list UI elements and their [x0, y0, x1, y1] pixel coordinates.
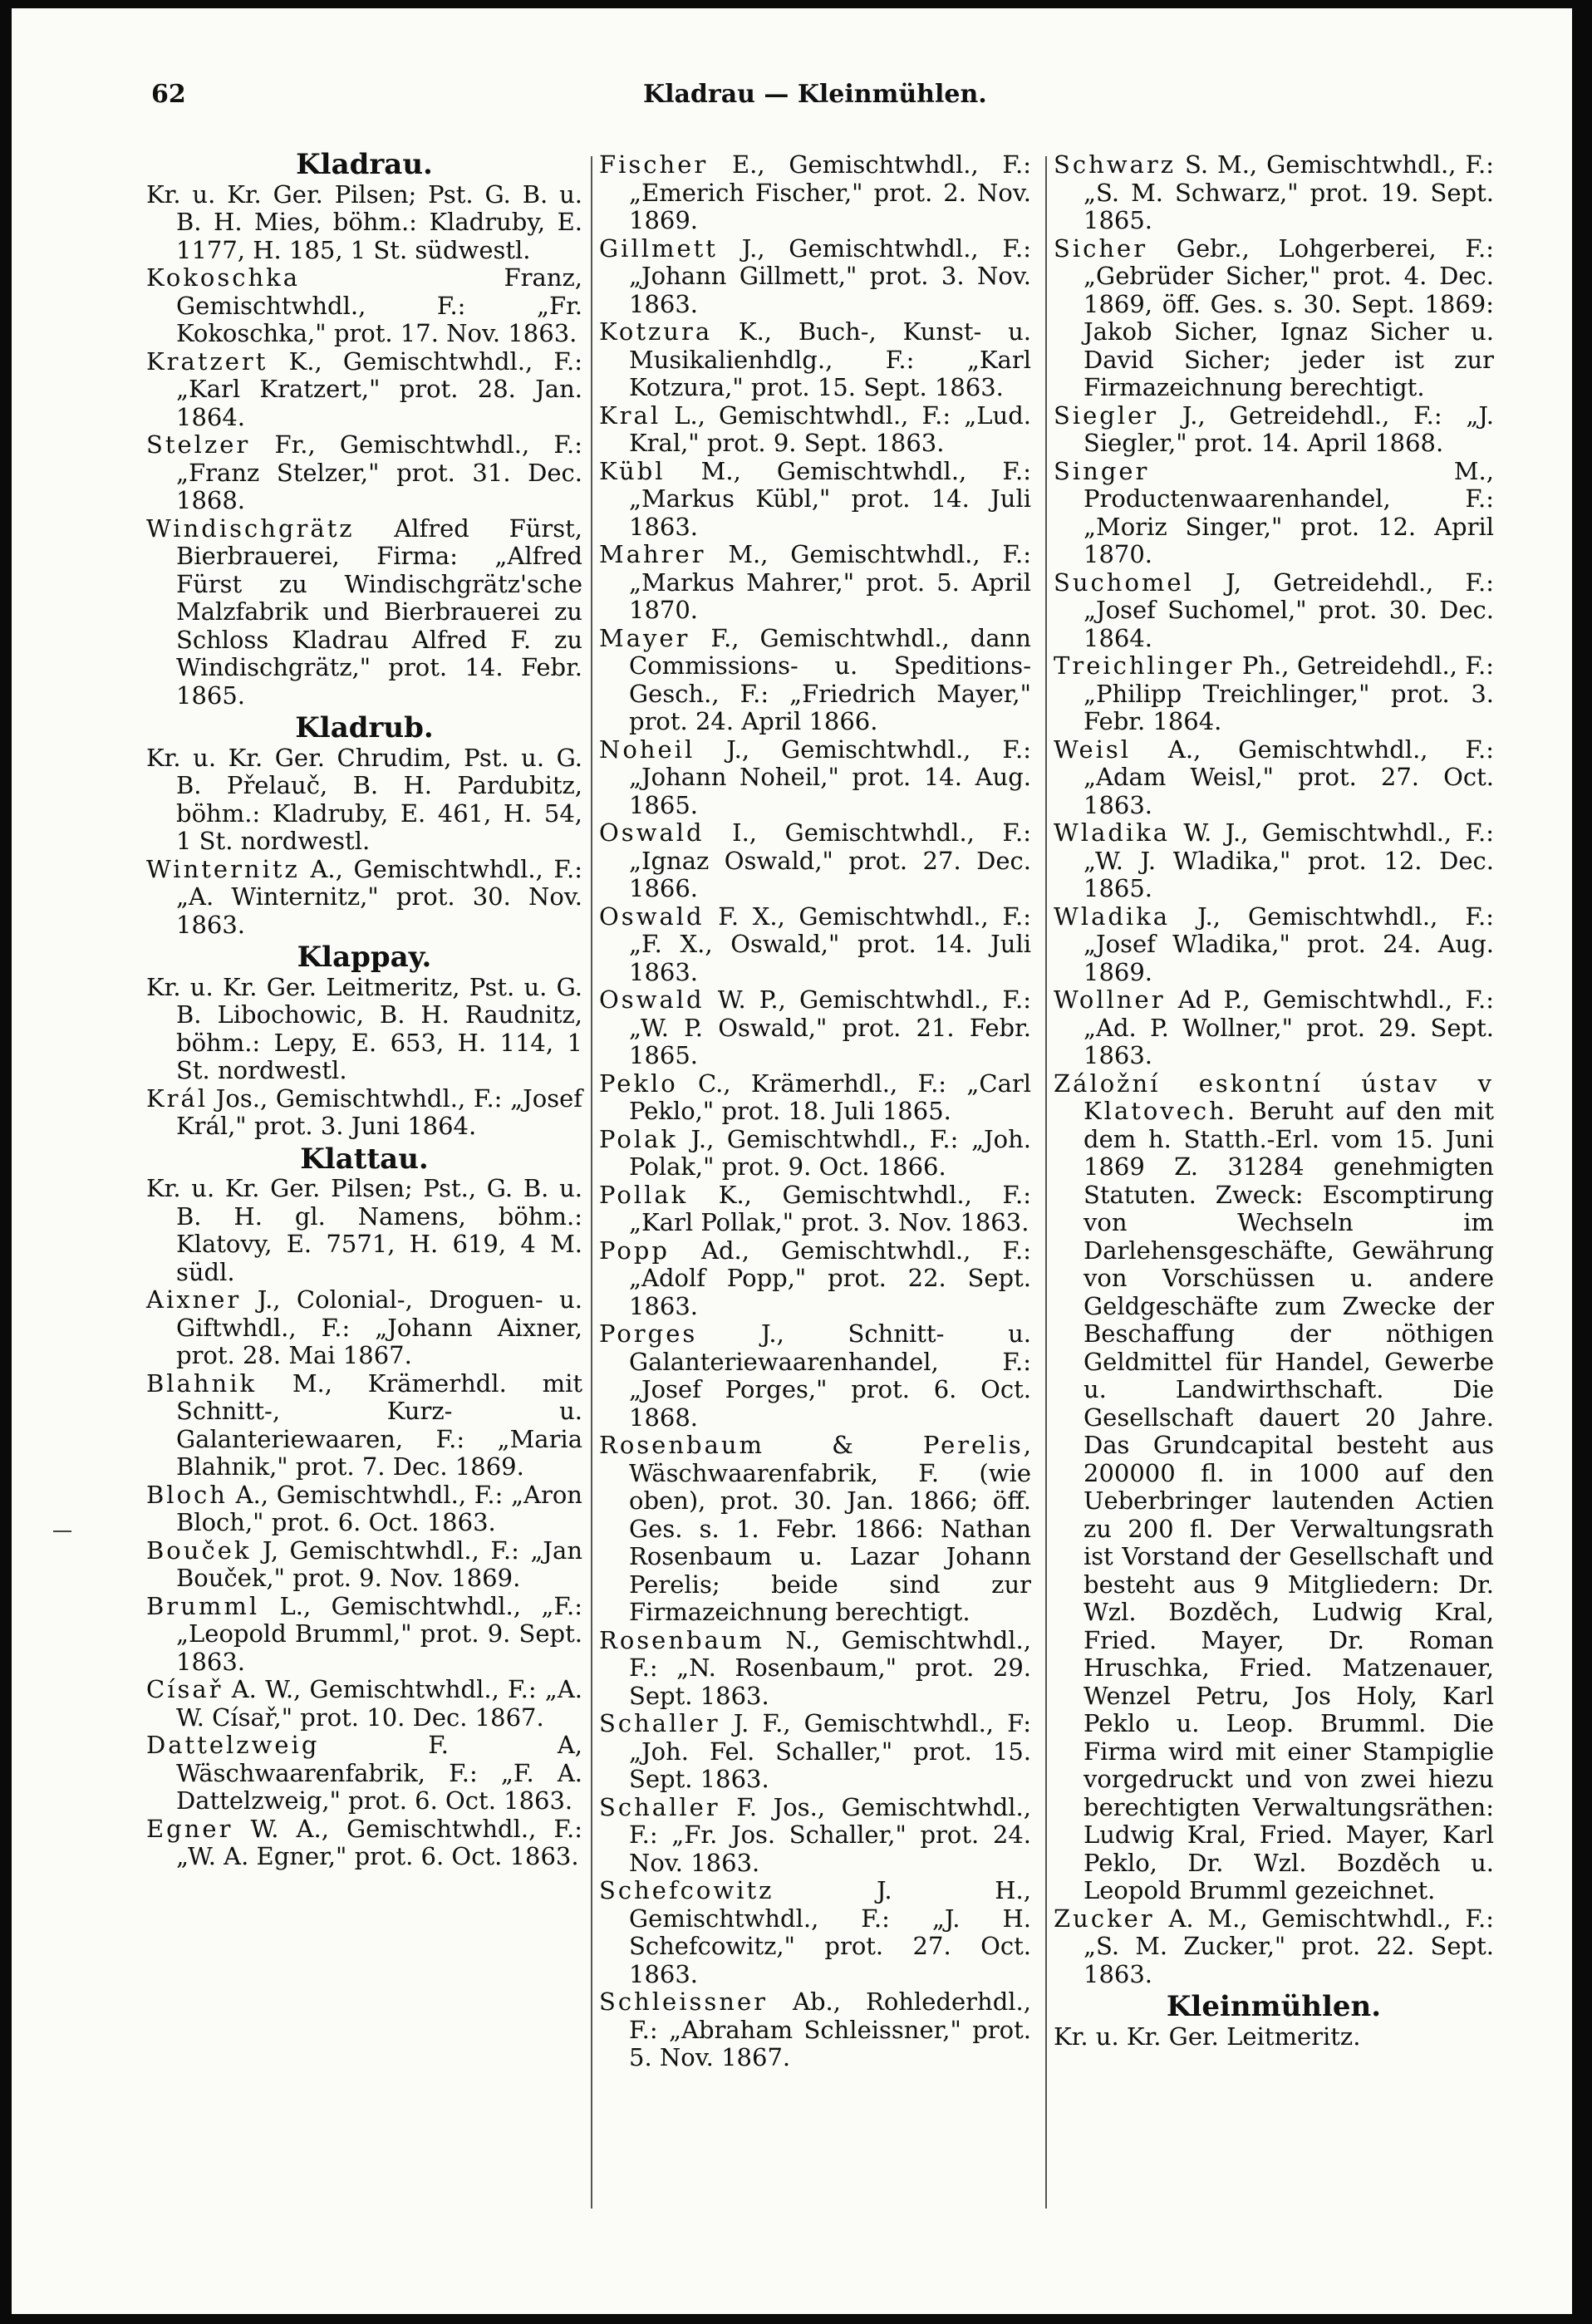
entry-text: J., Schnitt- u. Galanteriewaarenhandel, F.: „Josef Porges," prot. 6. Oct. 1868.: [629, 1319, 1031, 1432]
place-info: Kr. u. Kr. Ger. Pilsen; Pst., G. B. u. B. H. gl. Namens, böhm.: Klatovy, E. 7571, H. 619, 4 M. südl.: [146, 1174, 582, 1286]
entry-text: J., Gemischtwhdl., F.: „Joh. Polak," prot. 9. Oct. 1866.: [629, 1124, 1031, 1181]
directory-entry: [1054, 402, 1494, 458]
directory-entry: [1054, 151, 1494, 235]
directory-entry: [146, 1370, 582, 1481]
running-head: Kladrau — Kleinmühlen.: [643, 80, 987, 109]
entry-name: Noheil: [599, 735, 695, 764]
entry-text: W. P., Gemischtwhdl., F.: „W. P. Oswald," prot. 21. Febr. 1865.: [629, 985, 1031, 1069]
directory-entry: [146, 1815, 582, 1871]
directory-entry: [1054, 736, 1494, 820]
entry-name: Wollner: [1054, 985, 1166, 1014]
column-2: [599, 151, 1031, 2072]
directory-entry: [599, 235, 1031, 319]
entry-name: Blahnik: [146, 1368, 258, 1398]
entry-text: J., Gemischtwhdl., F.: „Josef Wladika," prot. 24. Aug. 1869.: [1083, 902, 1494, 986]
entry-text: E., Gemischtwhdl., F.: „Emerich Fischer," prot. 2. Nov. 1869.: [629, 150, 1031, 234]
directory-entry: [146, 1085, 582, 1141]
entry-name: Dattelzweig: [146, 1731, 320, 1759]
directory-entry: [599, 1627, 1031, 1711]
directory-entry: [599, 1877, 1031, 1988]
entry-name: Wladika: [1054, 818, 1171, 847]
directory-entry: [146, 1481, 582, 1537]
entry-name: Rosenbaum & Perelis: [599, 1431, 1024, 1459]
directory-entry: [146, 1732, 582, 1815]
directory-entry: [599, 151, 1031, 235]
entry-name: Záložní eskontní ústav v Klatovech.: [1054, 1069, 1494, 1125]
directory-entry: [146, 264, 582, 348]
directory-entry: [599, 541, 1031, 625]
entry-name: Siegler: [1054, 400, 1159, 430]
entry-text: W. A., Gemischtwhdl., F.: „W. A. Egner," prot. 6. Oct. 1863.: [176, 1814, 582, 1870]
entry-text: J. F., Gemischtwhdl., F: „Joh. Fel. Schaller," prot. 15. Sept. 1863.: [629, 1709, 1031, 1793]
column-rule: [1045, 156, 1047, 2209]
entry-name: Oswald: [599, 902, 705, 931]
directory-entry: [1054, 235, 1494, 402]
directory-entry: [1054, 458, 1494, 569]
directory-entry: [146, 1593, 582, 1677]
entry-name: Kratzert: [146, 346, 268, 376]
entry-text: M., Gemischtwhdl., F.: „Markus Kübl," prot. 14. Juli 1863.: [629, 456, 1031, 541]
entry-text: J, Getreidehdl., F.: „Josef Suchomel," prot. 30. Dec. 1864.: [1083, 567, 1494, 652]
entry-name: Rosenbaum: [599, 1625, 765, 1654]
entry-name: Král: [146, 1083, 209, 1113]
entry-text: J., Gemischtwhdl., F.: „Johann Noheil," prot. 14. Aug. 1865.: [629, 735, 1031, 819]
entry-name: Kotzura: [599, 317, 713, 346]
entry-text: Beruht auf den mit dem h. Statth.-Erl. vom 15. Juni 1869 Z. 31284 genehmigten Statuten. Zweck: Escomptirung von Wechseln im Darlehensgeschäfte, Gewährung von Vorschüssen u. andere Geldgeschäfte zum Zwecke der Beschaffung der nöthigen Geldmittel für Handel, Gewerbe u. Landwirthschaft. Die Gesellschaft dauert 20 Jahre. Das Grundcapital besteht aus 200000 fl. in 1000 auf den Ueberbringer lautenden Actien zu 200 fl. Der Verwaltungsrath ist Vorstand der Gesellschaft und besteht aus 9 Mitgliedern: Dr. Wzl. Bozděch, Ludwig Kral, Fried. Mayer, Dr. Roman Hruschka, Fried. Matzenauer, Wenzel Petru, Jos Holy, Karl Peklo u. Leop. Brumml. Die Firma wird mit einer Stampiglie vorgedruckt und von zwei hiezu berechtigten Verwaltungsräthen: Ludwig Kral, Fried. Mayer, Karl Peklo, Dr. Wzl. Bozděch u. Leopold Brumml gezeichnet.: [1083, 1097, 1494, 1904]
directory-entry: [146, 856, 582, 940]
entry-text: W. J., Gemischtwhdl., F.: „W. J. Wladika," prot. 12. Dec. 1865.: [1083, 818, 1494, 902]
directory-entry: [599, 903, 1031, 987]
directory-entry: [599, 1126, 1031, 1182]
entry-name: Schefcowitz: [599, 1876, 774, 1904]
entry-name: Kral: [599, 400, 661, 430]
entry-text: Ad P., Gemischtwhdl., F.: „Ad. P. Wollner," prot. 29. Sept. 1863.: [1083, 985, 1494, 1069]
directory-entry: [146, 348, 582, 432]
entry-text: J, Gemischtwhdl., F.: „Jan Bouček," prot. 9. Nov. 1869.: [176, 1535, 582, 1592]
directory-entry: [599, 1182, 1031, 1237]
entry-name: Treichlinger: [1054, 651, 1235, 680]
entry-name: Kokoschka: [146, 263, 301, 292]
entry-name: Mayer: [599, 623, 690, 652]
entry-name: Aixner: [146, 1285, 242, 1314]
place-heading: Kladrub.: [295, 711, 434, 744]
entry-name: Stelzer: [146, 430, 251, 459]
entry-name: Porges: [599, 1319, 698, 1348]
entry-text: A. M., Gemischtwhdl., F.: „S. M. Zucker," prot. 22. Sept. 1863.: [1083, 1904, 1494, 1988]
directory-entry: [1054, 986, 1494, 1070]
entry-name: Bloch: [146, 1480, 228, 1509]
entry-text: F. X., Gemischtwhdl., F.: „F. X., Oswald," prot. 14. Juli 1863.: [629, 902, 1031, 986]
entry-text: A. W., Gemischtwhdl., F.: „A. W. Císař," prot. 10. Dec. 1867.: [176, 1675, 582, 1732]
entry-text: J., Getreidehdl., F.: „J. Siegler," prot. 14. April 1868.: [1083, 400, 1494, 457]
entry-name: Windischgrätz: [146, 513, 355, 543]
directory-entry: [599, 1988, 1031, 2072]
entry-text: Ab., Rohlederhdl., F.: „Abraham Schleissner," prot. 5. Nov. 1867.: [629, 1987, 1031, 2071]
entry-text: K., Buch-, Kunst- u. Musikalienhdlg., F.: „Karl Kotzura," prot. 15. Sept. 1863.: [629, 317, 1031, 401]
directory-entry: [599, 1432, 1031, 1627]
directory-entry: [1054, 819, 1494, 903]
column-3: [1054, 151, 1494, 2051]
place-info: Kr. u. Kr. Ger. Leitmeritz.: [1054, 2022, 1361, 2051]
directory-entry: [1054, 1070, 1494, 1905]
entry-text: S. M., Gemischtwhdl., F.: „S. M. Schwarz," prot. 19. Sept. 1865.: [1083, 150, 1494, 234]
entry-text: A., Gemischtwhdl., F.: „Aron Bloch," prot. 6. Oct. 1863.: [176, 1480, 582, 1536]
directory-entry: [599, 625, 1031, 736]
directory-entry: [599, 986, 1031, 1070]
entry-name: Císař: [146, 1675, 224, 1703]
entry-name: Zucker: [1054, 1904, 1155, 1933]
entry-text: K., Gemischtwhdl., F.: „Karl Pollak," prot. 3. Nov. 1863.: [629, 1180, 1031, 1236]
directory-entry: [146, 1286, 582, 1370]
entry-text: A., Gemischtwhdl., F.: „A. Winternitz," prot. 30. Nov. 1863.: [176, 854, 582, 939]
column-1: [146, 148, 582, 1871]
entry-text: F. A, Wäschwaarenfabrik, F.: „F. A. Dattelzweig," prot. 6. Oct. 1863.: [176, 1731, 582, 1815]
entry-text: Jos., Gemischtwhdl., F.: „Josef Král," prot. 3. Juni 1864.: [176, 1083, 582, 1140]
directory-entry: [1054, 652, 1494, 736]
column-rule: [591, 156, 592, 2209]
directory-entry: [1054, 569, 1494, 653]
directory-entry: [599, 318, 1031, 402]
directory-entry: [599, 819, 1031, 903]
entry-name: Brumml: [146, 1591, 260, 1620]
entry-name: Schaller: [599, 1792, 720, 1821]
place-heading: Klappay.: [297, 941, 432, 974]
entry-name: Fischer: [599, 150, 709, 179]
directory-entry: [599, 402, 1031, 458]
entry-text: F., Gemischtwhdl., dann Commissions- u. Speditions-Gesch., F.: „Friedrich Mayer," prot. 24. April 1866.: [629, 623, 1031, 735]
entry-text: C., Krämerhdl., F.: „Carl Peklo," prot. 18. Juli 1865.: [629, 1069, 1031, 1125]
entry-text: Alfred Fürst, Bierbrauerei, Firma: „Alfred Fürst zu Windischgrätz'sche Malzfabrik und Bierbrauerei zu Schloss Kladrau Alfred F. zu Windischgrätz," prot. 14. Febr. 1865.: [176, 513, 582, 710]
entry-name: Gillmett: [599, 233, 718, 263]
entry-name: Oswald: [599, 985, 705, 1014]
entry-text: , Wäschwaarenfabrik, F. (wie oben), prot. 30. Jan. 1866; öff. Ges. s. 1. Febr. 1866: Nathan Rosenbaum u. Lazar Johann Perelis; beide sind zur Firmazeichnung berechtigt.: [629, 1431, 1031, 1626]
entry-name: Peklo: [599, 1069, 678, 1098]
entry-text: A., Gemischtwhdl., F.: „Adam Weisl," prot. 27. Oct. 1863.: [1083, 735, 1494, 819]
entry-text: F. Jos., Gemischtwhdl., F.: „Fr. Jos. Schaller," prot. 24. Nov. 1863.: [629, 1792, 1031, 1877]
place-heading: Kladrau.: [296, 148, 433, 181]
entry-name: Sicher: [1054, 233, 1148, 263]
entry-name: Popp: [599, 1236, 670, 1265]
directory-entry: [599, 1794, 1031, 1878]
page-number: 62: [151, 80, 186, 109]
entry-name: Weisl: [1054, 735, 1132, 764]
entry-name: Oswald: [599, 818, 705, 847]
entry-name: Wladika: [1054, 902, 1171, 931]
place-info: Kr. u. Kr. Ger. Chrudim, Pst. u. G. B. Přelauč, B. H. Pardubitz, böhm.: Kladruby, E. 461, H. 54, 1 St. nordwestl.: [146, 743, 582, 855]
entry-name: Schwarz: [1054, 150, 1177, 179]
directory-entry: [146, 515, 582, 710]
directory-entry: [1054, 903, 1494, 987]
entry-text: Franz, Gemischtwhdl., F.: „Fr. Kokoschka," prot. 17. Nov. 1863.: [176, 263, 582, 347]
place-heading: Klattau.: [300, 1142, 429, 1176]
entry-name: Bouček: [146, 1535, 252, 1565]
place-info: Kr. u. Kr. Ger. Pilsen; Pst. G. B. u. B. H. Mies, böhm.: Kladruby, E. 1177, H. 185, 1 St. südwestl.: [146, 179, 582, 264]
directory-entry: [599, 1070, 1031, 1126]
directory-entry: [599, 736, 1031, 820]
entry-text: J., Gemischtwhdl., F.: „Johann Gillmett," prot. 3. Nov. 1863.: [629, 233, 1031, 318]
entry-text: Gebr., Lohgerberei, F.: „Gebrüder Sicher," prot. 4. Dec. 1869, öff. Ges. s. 30. Sept. 1869: Jakob Sicher, Ignaz Sicher u. David Sicher; jeder ist zur Firmazeichnung berechtigt.: [1083, 233, 1494, 401]
place-info: Kr. u. Kr. Ger. Leitmeritz, Pst. u. G. B. Libochowic, B. H. Raudnitz, böhm.: Lepy, E. 653, H. 114, 1 St. nordwestl.: [146, 972, 582, 1084]
entry-text: Ad., Gemischtwhdl., F.: „Adolf Popp," prot. 22. Sept. 1863.: [629, 1236, 1031, 1320]
entry-name: Mahrer: [599, 540, 706, 568]
margin-mark: [53, 1530, 71, 1532]
entry-text: J. H., Gemischtwhdl., F.: „J. H. Schefcowitz," prot. 27. Oct. 1863.: [629, 1876, 1031, 1988]
entry-text: M., Productenwaarenhandel, F.: „Moriz Singer," prot. 12. April 1870.: [1083, 456, 1494, 568]
entry-name: Singer: [1054, 456, 1150, 485]
entry-name: Kübl: [599, 456, 666, 485]
entry-name: Egner: [146, 1814, 233, 1843]
directory-entry: [1054, 1905, 1494, 1989]
entry-name: Pollak: [599, 1180, 689, 1209]
entry-text: L., Gemischtwhdl., F.: „Lud. Kral," prot. 9. Sept. 1863.: [629, 400, 1031, 457]
entry-name: Schleissner: [599, 1987, 768, 2016]
entry-text: Fr., Gemischtwhdl., F.: „Franz Stelzer," prot. 31. Dec. 1868.: [176, 430, 582, 514]
entry-text: M., Gemischtwhdl., F.: „Markus Mahrer," prot. 5. April 1870.: [629, 540, 1031, 624]
directory-entry: [146, 1537, 582, 1593]
directory-entry: [146, 1676, 582, 1732]
directory-entry: [599, 1710, 1031, 1794]
entry-name: Polak: [599, 1124, 678, 1153]
directory-entry: [146, 431, 582, 515]
entry-name: Winternitz: [146, 854, 300, 883]
entry-text: L., Gemischtwhdl., „F.: „Leopold Brumml," prot. 9. Sept. 1863.: [176, 1591, 582, 1676]
entry-text: I., Gemischtwhdl., F.: „Ignaz Oswald," prot. 27. Dec. 1866.: [629, 818, 1031, 902]
entry-name: Suchomel: [1054, 567, 1194, 597]
entry-name: Schaller: [599, 1709, 720, 1737]
directory-entry: [599, 1320, 1031, 1432]
directory-entry: [599, 1237, 1031, 1321]
book-page: [12, 8, 1572, 2314]
entry-text: J., Colonial-, Droguen- u. Giftwhdl., F.: „Johann Aixner, prot. 28. Mai 1867.: [176, 1285, 582, 1369]
entry-text: N., Gemischtwhdl., F.: „N. Rosenbaum," prot. 29. Sept. 1863.: [629, 1625, 1031, 1710]
directory-entry: [599, 458, 1031, 542]
place-heading: Kleinmühlen.: [1166, 1990, 1382, 2023]
entry-text: Ph., Getreidehdl., F.: „Philipp Treichlinger," prot. 3. Febr. 1864.: [1083, 651, 1494, 735]
entry-text: M., Krämerhdl. mit Schnitt-, Kurz- u. Galanteriewaaren, F.: „Maria Blahnik," prot. 7. Dec. 1869.: [176, 1368, 582, 1481]
entry-text: K., Gemischtwhdl., F.: „Karl Kratzert," prot. 28. Jan. 1864.: [176, 346, 582, 431]
